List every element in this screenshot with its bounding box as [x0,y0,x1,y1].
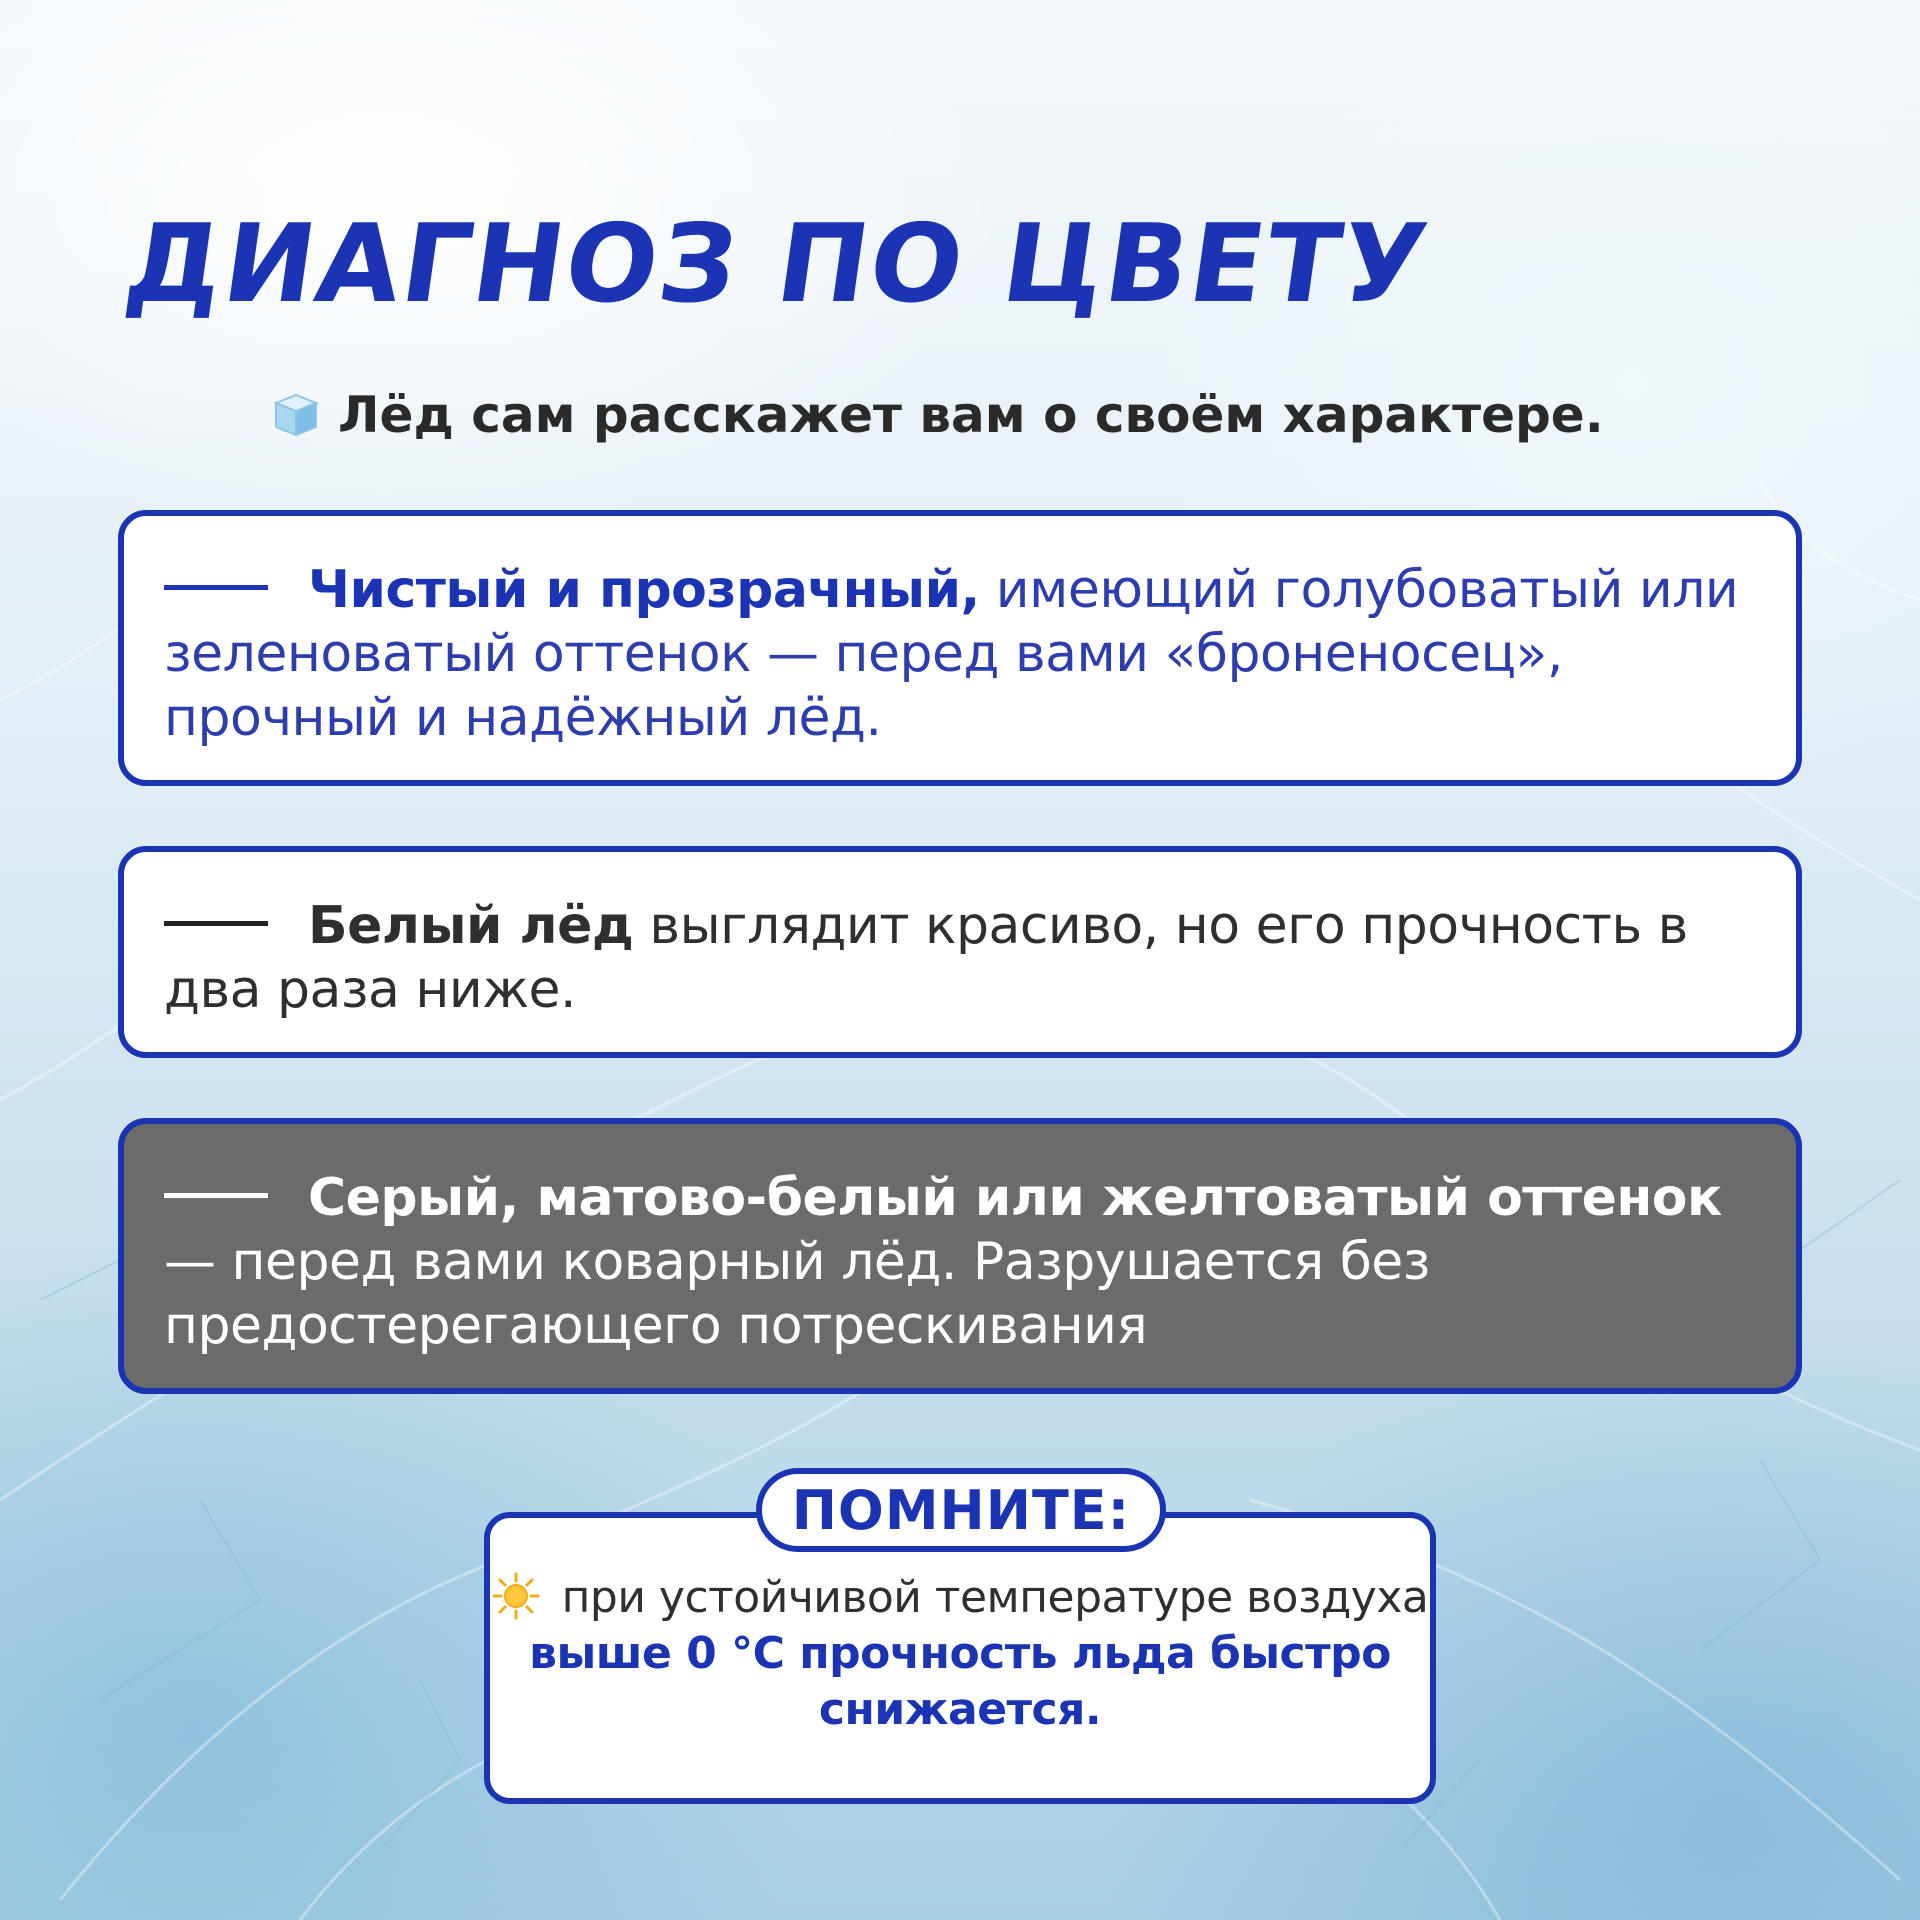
subtitle-text: Лёд сам расскажет вам о своём характере. [338,386,1604,444]
subtitle [270,385,1604,445]
card-body-text: — перед вами коварный лёд. Разрушается без предостерегающего потрескивания [164,1232,1430,1356]
info-card-white-ice [118,846,1802,1058]
info-card-clear-ice [118,510,1802,786]
card-strong-text: Чистый и прозрачный, [308,560,980,620]
remember-text [484,1570,1436,1738]
remember-label: ПОМНИТЕ: [756,1468,1166,1552]
page-title: ДИАГНОЗ ПО ЦВЕТУ [117,202,1436,327]
card-body-text: имеющий голубоватый или зеленоватый оттенок — перед вами «броненосец», прочный и надёжный лёд. [164,560,1739,748]
ice-cube-icon [270,389,322,441]
card-body-text: выглядит красиво, но его прочность в два раза ниже. [164,896,1688,1020]
dash-marker [164,1193,268,1198]
card-strong-text: Серый, матово-белый или желтоватый оттенок [308,1168,1722,1228]
sun-icon [492,1572,540,1620]
remember-body-text: при устойчивой температуре воздуха [561,1572,1429,1623]
remember-strong-text: выше 0 °С прочность льда быстро снижается. [529,1628,1391,1735]
info-card-grey-ice [118,1118,1802,1394]
dash-marker [164,921,268,926]
card-strong-text: Белый лёд [308,896,634,956]
dash-marker [164,585,268,590]
